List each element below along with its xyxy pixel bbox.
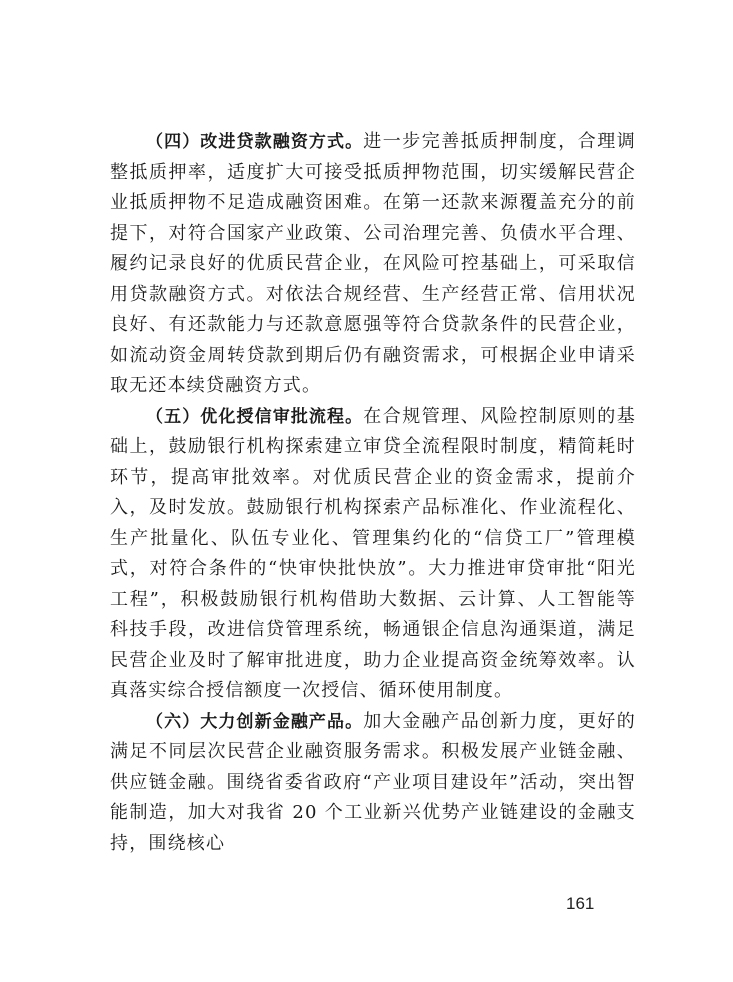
section-heading: （六）大力创新金融产品。 [146,711,364,732]
paragraph-4 [110,127,636,402]
document-body [110,127,636,859]
page-number: 161 [566,894,595,913]
paragraph-text: 加大金融产品创新力度，更好的满足不同层次民营企业融资服务需求。积极发展产业链金融、供应链金融。围绕省委省政府“产业项目建设年”活动，突出智能制造，加大对我省 20 个工业新兴优势产业链建设的金融支持，围绕核心 [110,710,636,854]
paragraph-text: 进一步完善抵质押制度，合理调整抵质押率，适度扩大可接受抵质押物范围，切实缓解民营企业抵质押物不足造成融资困难。在第一还款来源覆盖充分的前提下，对符合国家产业政策、公司治理完善、负债水平合理、履约记录良好的优质民营企业，在风险可控基础上，可采取信用贷款融资方式。对依法合规经营、生产经营正常、信用状况良好、有还款能力与还款意愿强等符合贷款条件的民营企业，如流动资金周转贷款到期后仍有融资需求，可根据企业申请采取无还本续贷融资方式。 [110,131,636,396]
paragraph-text: 在合规管理、风险控制原则的基础上，鼓励银行机构探索建立审贷全流程限时制度，精简耗时环节，提高审批效率。对优质民营企业的资金需求，提前介入，及时发放。鼓励银行机构探索产品标准化、作业流程化、生产批量化、队伍专业化、管理集约化的“信贷工厂”管理模式，对符合条件的“快审快批快放”。大力推进审贷审批“阳光工程”，积极鼓励银行机构借助大数据、云计算、人工智能等科技手段，改进信贷管理系统，畅通银企信息沟通渠道，满足民营企业及时了解审批进度，助力企业提高资金统筹效率。认真落实综合授信额度一次授信、循环使用制度。 [110,405,636,701]
section-heading: （五）优化授信审批流程。 [146,406,364,427]
paragraph-5 [110,402,636,707]
paragraph-6 [110,707,636,860]
section-heading: （四）改进贷款融资方式。 [146,132,364,152]
